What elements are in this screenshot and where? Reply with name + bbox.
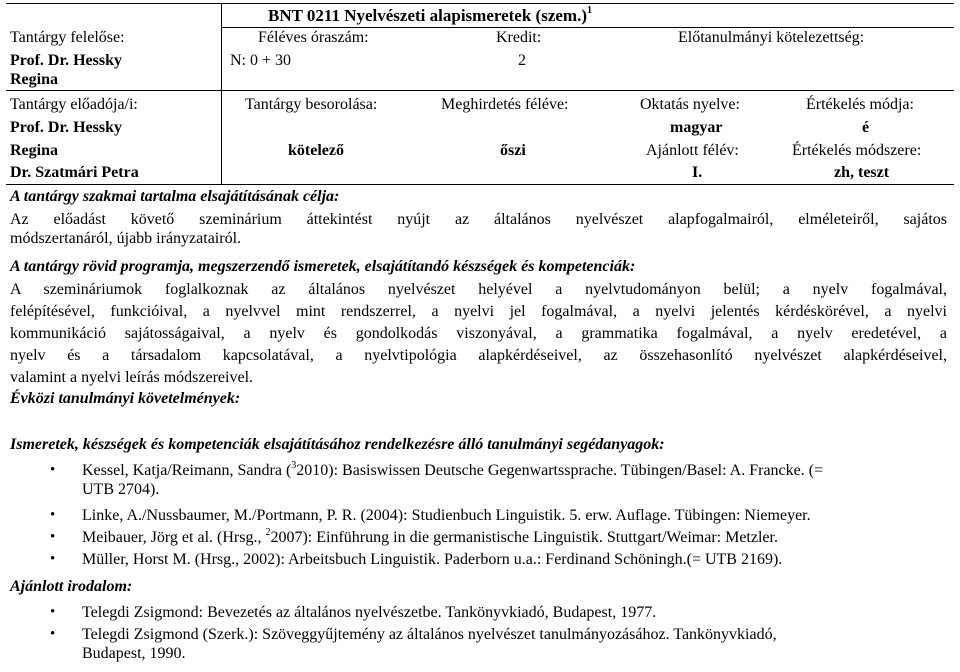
- course-title: BNT 0211 Nyelvészeti alapismeretek (szem.)$^1$: [268, 5, 592, 25]
- list-item: • Meibauer, Jörg et al. (Hrsg., $^2$2007): Einführung in die germanistische Linguistik. Stuttgart/Weimar: Metzler.: [10, 528, 940, 550]
- list-item: • Müller, Horst M. (Hrsg., 2002): Arbeitsbuch Linguistik. Paderborn u.a.: Ferdinand Schöningh.(= UTB 2169).: [10, 550, 940, 572]
- program-text-line: A szemináriumok foglalkoznak az általános nyelvészet helyével a nyelvtudományon belül; a nyelv fogalmával,: [10, 281, 947, 298]
- goal-text-line: módszertanáról, újabb irányzatairól.: [10, 230, 242, 247]
- column-divider: [221, 3, 222, 184]
- program-text-line: felépítésével, funkcióival, a nyelvvel mint rendszerrel, a nyelvi jel fogalmával, a nyelvi jelentés kérdéskörével, a nyelvi: [10, 303, 947, 320]
- header-row-border: [6, 90, 954, 91]
- program-text-line: kommunikáció sajátosságaival, a nyelv és gondolkodás viszonyával, a grammatika fogalmával, a nyelv eredetével, a: [10, 325, 947, 342]
- table-top-border: [6, 3, 954, 4]
- responsible-label: Tantárgy felelőse:: [10, 29, 125, 46]
- credit-label: Kredit:: [496, 29, 542, 46]
- lecturer-name-2: Dr. Szatmári Petra: [10, 164, 139, 181]
- credit-value: 2: [518, 52, 526, 69]
- goal-heading: A tantárgy szakmai tartalma elsajátításának célja:: [10, 188, 340, 205]
- responsible-name: Prof. Dr. Hessky: [10, 52, 122, 69]
- evaluation-mode-label: Értékelés módja:: [806, 96, 914, 113]
- hours-label: Féléves óraszám:: [258, 29, 369, 46]
- semester-label: Meghirdetés féléve:: [441, 96, 569, 113]
- literature-heading: Ajánlott irodalom:: [10, 578, 133, 595]
- recommended-semester-label: Ajánlott félév:: [646, 142, 739, 159]
- lecturer-name-cont: Regina: [10, 142, 58, 159]
- list-item: • Kessel, Katja/Reimann, Sandra ($^3$2010): Basiswissen Deutsche Gegenwartssprache. Tübingen/Basel: A. Francke. (= UTB 2704).: [10, 461, 940, 506]
- lecturer-name: Prof. Dr. Hessky: [10, 119, 122, 136]
- hours-value: N: 0 + 30: [230, 52, 292, 69]
- course-title-footnote: 1: [587, 5, 592, 17]
- evaluation-mode-value: é: [862, 119, 870, 136]
- header-bottom-border: [6, 184, 954, 185]
- evaluation-method-value: zh, teszt: [834, 164, 890, 181]
- materials-heading: Ismeretek, készségek és kompetenciák elsajátításához rendelkezésre álló tanulmányi segédanyagok:: [10, 436, 665, 453]
- materials-list: [10, 461, 940, 572]
- goal-text-line: Az előadást követő szeminárium áttekintést nyújt az általános nyelvészet alapfogalmairól, elméleteiről, sajátos: [10, 211, 947, 228]
- prerequisite-label: Előtanulmányi kötelezettség:: [678, 29, 865, 46]
- requirements-heading: Évközi tanulmányi követelmények:: [10, 390, 241, 407]
- recommended-semester-value: I.: [692, 164, 703, 181]
- literature-list: [10, 603, 940, 667]
- evaluation-method-label: Értékelés módszere:: [792, 142, 922, 159]
- language-value: magyar: [670, 119, 723, 136]
- program-text-line: nyelv és a társadalom kapcsolatával, a nyelvtipológia alapkérdéseivel, az összehasonlító nyelvészet alapkérdéseivel,: [10, 347, 947, 364]
- program-heading: A tantárgy rövid programja, megszerzendő ismeretek, elsajátítandó készségek és kompetenciák:: [10, 258, 636, 275]
- program-text-line: valamint a nyelvi leírás módszereivel.: [10, 369, 254, 386]
- lecturer-label: Tantárgy előadója/i:: [10, 96, 138, 113]
- semester-value: őszi: [500, 142, 526, 159]
- list-item: • Linke, A./Nussbaumer, M./Portmann, P. R. (2004): Studienbuch Linguistik. 5. erw. Auflage. Tübingen: Niemeyer.: [10, 506, 940, 528]
- classification-label: Tantárgy besorolása:: [245, 96, 378, 113]
- list-item: • Telegdi Zsigmond: Bevezetés az általános nyelvészetbe. Tankönyvkiadó, Budapest, 1977.: [10, 603, 940, 625]
- list-item: • Telegdi Zsigmond (Szerk.): Szöveggyűjtemény az általános nyelvészet tanulmányozásához. Tankönyvkiadó, Budapest, 1990.: [10, 625, 940, 667]
- language-label: Oktatás nyelve:: [640, 96, 740, 113]
- classification-value: kötelező: [288, 142, 344, 159]
- responsible-name-cont: Regina: [10, 71, 58, 88]
